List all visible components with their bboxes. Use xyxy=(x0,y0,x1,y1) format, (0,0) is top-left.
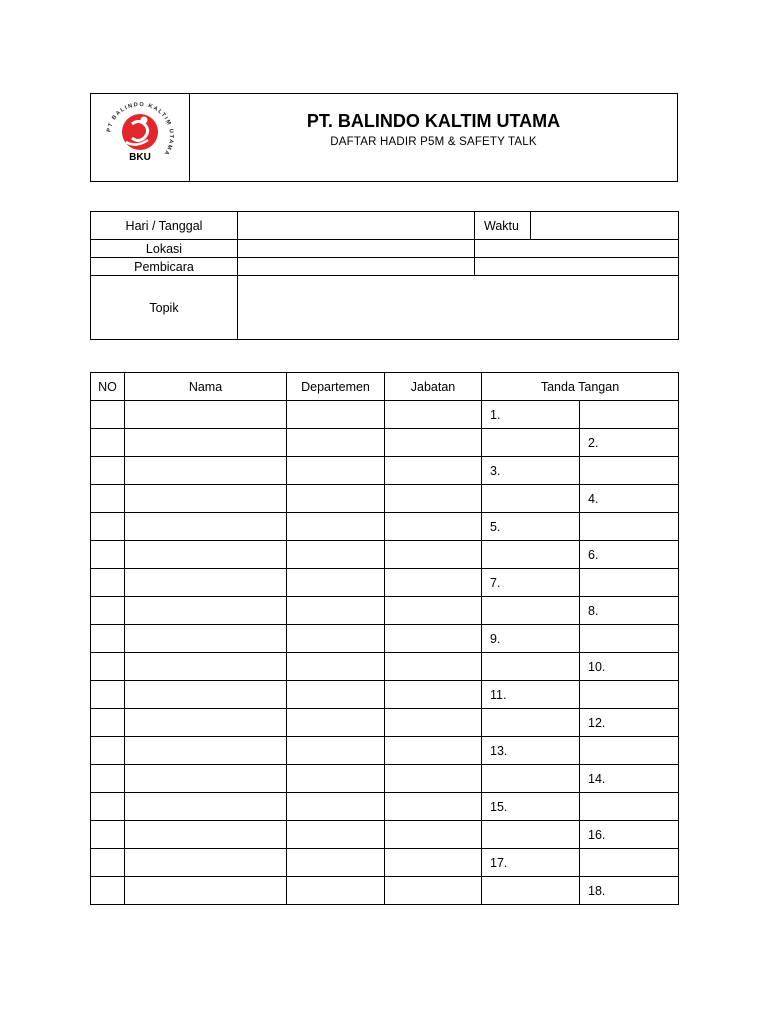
signature-cell-left[interactable] xyxy=(482,821,580,849)
signature-cell-right[interactable] xyxy=(580,401,679,429)
signature-cell-right[interactable]: 14. xyxy=(580,765,679,793)
no-cell[interactable] xyxy=(91,793,125,821)
pembicara-label: Pembicara xyxy=(91,258,238,276)
nama-cell[interactable] xyxy=(125,681,287,709)
nama-cell[interactable] xyxy=(125,793,287,821)
table-row xyxy=(91,597,679,625)
jabatan-cell[interactable] xyxy=(385,541,482,569)
signature-cell-left[interactable] xyxy=(482,765,580,793)
logo-caption: BKU xyxy=(129,152,151,163)
signature-cell-left[interactable] xyxy=(482,597,580,625)
table-row xyxy=(91,849,679,877)
jabatan-cell[interactable] xyxy=(385,569,482,597)
company-logo-icon xyxy=(102,98,178,174)
jabatan-cell[interactable] xyxy=(385,821,482,849)
meeting-info-table xyxy=(90,211,679,340)
table-row xyxy=(91,401,679,429)
signature-cell-left[interactable]: 3. xyxy=(482,457,580,485)
no-cell[interactable] xyxy=(91,765,125,793)
nama-cell[interactable] xyxy=(125,821,287,849)
signature-cell-right[interactable] xyxy=(580,513,679,541)
signature-cell-left[interactable]: 15. xyxy=(482,793,580,821)
signature-cell-left[interactable]: 9. xyxy=(482,625,580,653)
nama-cell[interactable] xyxy=(125,877,287,905)
jabatan-cell[interactable] xyxy=(385,597,482,625)
signature-cell-right[interactable] xyxy=(580,737,679,765)
departemen-cell[interactable] xyxy=(287,653,385,681)
no-cell[interactable] xyxy=(91,457,125,485)
table-row xyxy=(91,765,679,793)
table-row xyxy=(91,793,679,821)
no-cell[interactable] xyxy=(91,569,125,597)
no-cell[interactable] xyxy=(91,513,125,541)
jabatan-cell[interactable] xyxy=(385,429,482,457)
lokasi-extra-field[interactable] xyxy=(475,240,679,258)
no-cell[interactable] xyxy=(91,877,125,905)
signature-cell-right[interactable]: 6. xyxy=(580,541,679,569)
signature-cell-left[interactable]: 7. xyxy=(482,569,580,597)
signature-cell-left[interactable]: 13. xyxy=(482,737,580,765)
hari-tanggal-label: Hari / Tanggal xyxy=(91,212,238,240)
jabatan-cell[interactable] xyxy=(385,793,482,821)
topik-field[interactable] xyxy=(238,276,679,340)
nama-cell[interactable] xyxy=(125,765,287,793)
table-row xyxy=(91,681,679,709)
no-cell[interactable] xyxy=(91,849,125,877)
nama-cell[interactable] xyxy=(125,737,287,765)
signature-cell-right[interactable]: 8. xyxy=(580,597,679,625)
no-cell[interactable] xyxy=(91,625,125,653)
departemen-cell[interactable] xyxy=(287,457,385,485)
col-nama: Nama xyxy=(125,373,287,401)
no-cell[interactable] xyxy=(91,541,125,569)
no-cell[interactable] xyxy=(91,681,125,709)
nama-cell[interactable] xyxy=(125,569,287,597)
signature-cell-right[interactable]: 10. xyxy=(580,653,679,681)
departemen-cell[interactable] xyxy=(287,877,385,905)
nama-cell[interactable] xyxy=(125,597,287,625)
col-jabatan: Jabatan xyxy=(385,373,482,401)
signature-cell-left[interactable]: 17. xyxy=(482,849,580,877)
departemen-cell[interactable] xyxy=(287,765,385,793)
signature-cell-left[interactable] xyxy=(482,485,580,513)
signature-cell-right[interactable] xyxy=(580,681,679,709)
nama-cell[interactable] xyxy=(125,541,287,569)
lokasi-label: Lokasi xyxy=(91,240,238,258)
attendance-header-row xyxy=(91,373,679,401)
logo-ring-text: PT BALINDO KALTIM UTAMA xyxy=(106,101,175,157)
table-row xyxy=(91,877,679,905)
table-row xyxy=(91,737,679,765)
departemen-cell[interactable] xyxy=(287,681,385,709)
signature-cell-left[interactable] xyxy=(482,541,580,569)
jabatan-cell[interactable] xyxy=(385,709,482,737)
nama-cell[interactable] xyxy=(125,485,287,513)
jabatan-cell[interactable] xyxy=(385,765,482,793)
no-cell[interactable] xyxy=(91,653,125,681)
departemen-cell[interactable] xyxy=(287,597,385,625)
no-cell[interactable] xyxy=(91,821,125,849)
nama-cell[interactable] xyxy=(125,513,287,541)
signature-cell-right[interactable] xyxy=(580,849,679,877)
signature-cell-right[interactable] xyxy=(580,793,679,821)
signature-cell-right[interactable] xyxy=(580,457,679,485)
nama-cell[interactable] xyxy=(125,401,287,429)
signature-cell-right[interactable]: 18. xyxy=(580,877,679,905)
waktu-field[interactable] xyxy=(531,212,679,240)
table-row xyxy=(91,457,679,485)
nama-cell[interactable] xyxy=(125,457,287,485)
departemen-cell[interactable] xyxy=(287,737,385,765)
signature-cell-left[interactable]: 1. xyxy=(482,401,580,429)
signature-cell-right[interactable] xyxy=(580,625,679,653)
jabatan-cell[interactable] xyxy=(385,513,482,541)
company-name: PT. BALINDO KALTIM UTAMA xyxy=(306,111,561,131)
departemen-cell[interactable] xyxy=(287,541,385,569)
signature-cell-right[interactable]: 12. xyxy=(580,709,679,737)
no-cell[interactable] xyxy=(91,737,125,765)
signature-cell-right[interactable]: 16. xyxy=(580,821,679,849)
jabatan-cell[interactable] xyxy=(385,653,482,681)
signature-cell-right[interactable]: 4. xyxy=(580,485,679,513)
col-tanda-tangan: Tanda Tangan xyxy=(482,373,679,401)
pembicara-extra-field[interactable] xyxy=(475,258,679,276)
jabatan-cell[interactable] xyxy=(385,457,482,485)
jabatan-cell[interactable] xyxy=(385,625,482,653)
signature-cell-left[interactable] xyxy=(482,709,580,737)
nama-cell[interactable] xyxy=(125,849,287,877)
attendance-table xyxy=(90,372,679,905)
departemen-cell[interactable] xyxy=(287,513,385,541)
departemen-cell[interactable] xyxy=(287,625,385,653)
jabatan-cell[interactable] xyxy=(385,877,482,905)
signature-cell-right[interactable] xyxy=(580,569,679,597)
waktu-label: Waktu xyxy=(475,212,531,240)
table-row xyxy=(91,513,679,541)
no-cell[interactable] xyxy=(91,429,125,457)
no-cell[interactable] xyxy=(91,485,125,513)
jabatan-cell[interactable] xyxy=(385,681,482,709)
departemen-cell[interactable] xyxy=(287,485,385,513)
table-row xyxy=(91,429,679,457)
departemen-cell[interactable] xyxy=(287,401,385,429)
table-row xyxy=(91,653,679,681)
table-row xyxy=(91,821,679,849)
nama-cell[interactable] xyxy=(125,429,287,457)
form-subtitle: DAFTAR HADIR P5M & SAFETY TALK xyxy=(330,136,537,148)
hari-tanggal-field[interactable] xyxy=(238,212,475,240)
table-row xyxy=(91,485,679,513)
table-row xyxy=(91,625,679,653)
nama-cell[interactable] xyxy=(125,709,287,737)
signature-cell-left[interactable]: 5. xyxy=(482,513,580,541)
table-row xyxy=(91,569,679,597)
departemen-cell[interactable] xyxy=(287,821,385,849)
col-departemen: Departemen xyxy=(287,373,385,401)
table-row xyxy=(91,541,679,569)
jabatan-cell[interactable] xyxy=(385,737,482,765)
signature-cell-left[interactable] xyxy=(482,653,580,681)
jabatan-cell[interactable] xyxy=(385,485,482,513)
signature-cell-left[interactable]: 11. xyxy=(482,681,580,709)
logo-cell xyxy=(91,94,190,182)
table-row xyxy=(91,709,679,737)
departemen-cell[interactable] xyxy=(287,429,385,457)
topik-label: Topik xyxy=(91,276,238,340)
no-cell[interactable] xyxy=(91,709,125,737)
col-no: NO xyxy=(91,373,125,401)
no-cell[interactable] xyxy=(91,401,125,429)
form-header xyxy=(90,93,678,182)
signature-cell-right[interactable]: 2. xyxy=(580,429,679,457)
no-cell[interactable] xyxy=(91,597,125,625)
nama-cell[interactable] xyxy=(125,653,287,681)
lokasi-field[interactable] xyxy=(238,240,475,258)
departemen-cell[interactable] xyxy=(287,709,385,737)
departemen-cell[interactable] xyxy=(287,569,385,597)
departemen-cell[interactable] xyxy=(287,793,385,821)
jabatan-cell[interactable] xyxy=(385,401,482,429)
signature-cell-left[interactable] xyxy=(482,429,580,457)
pembicara-field[interactable] xyxy=(238,258,475,276)
signature-cell-left[interactable] xyxy=(482,877,580,905)
title-cell xyxy=(190,94,678,182)
departemen-cell[interactable] xyxy=(287,849,385,877)
jabatan-cell[interactable] xyxy=(385,849,482,877)
nama-cell[interactable] xyxy=(125,625,287,653)
